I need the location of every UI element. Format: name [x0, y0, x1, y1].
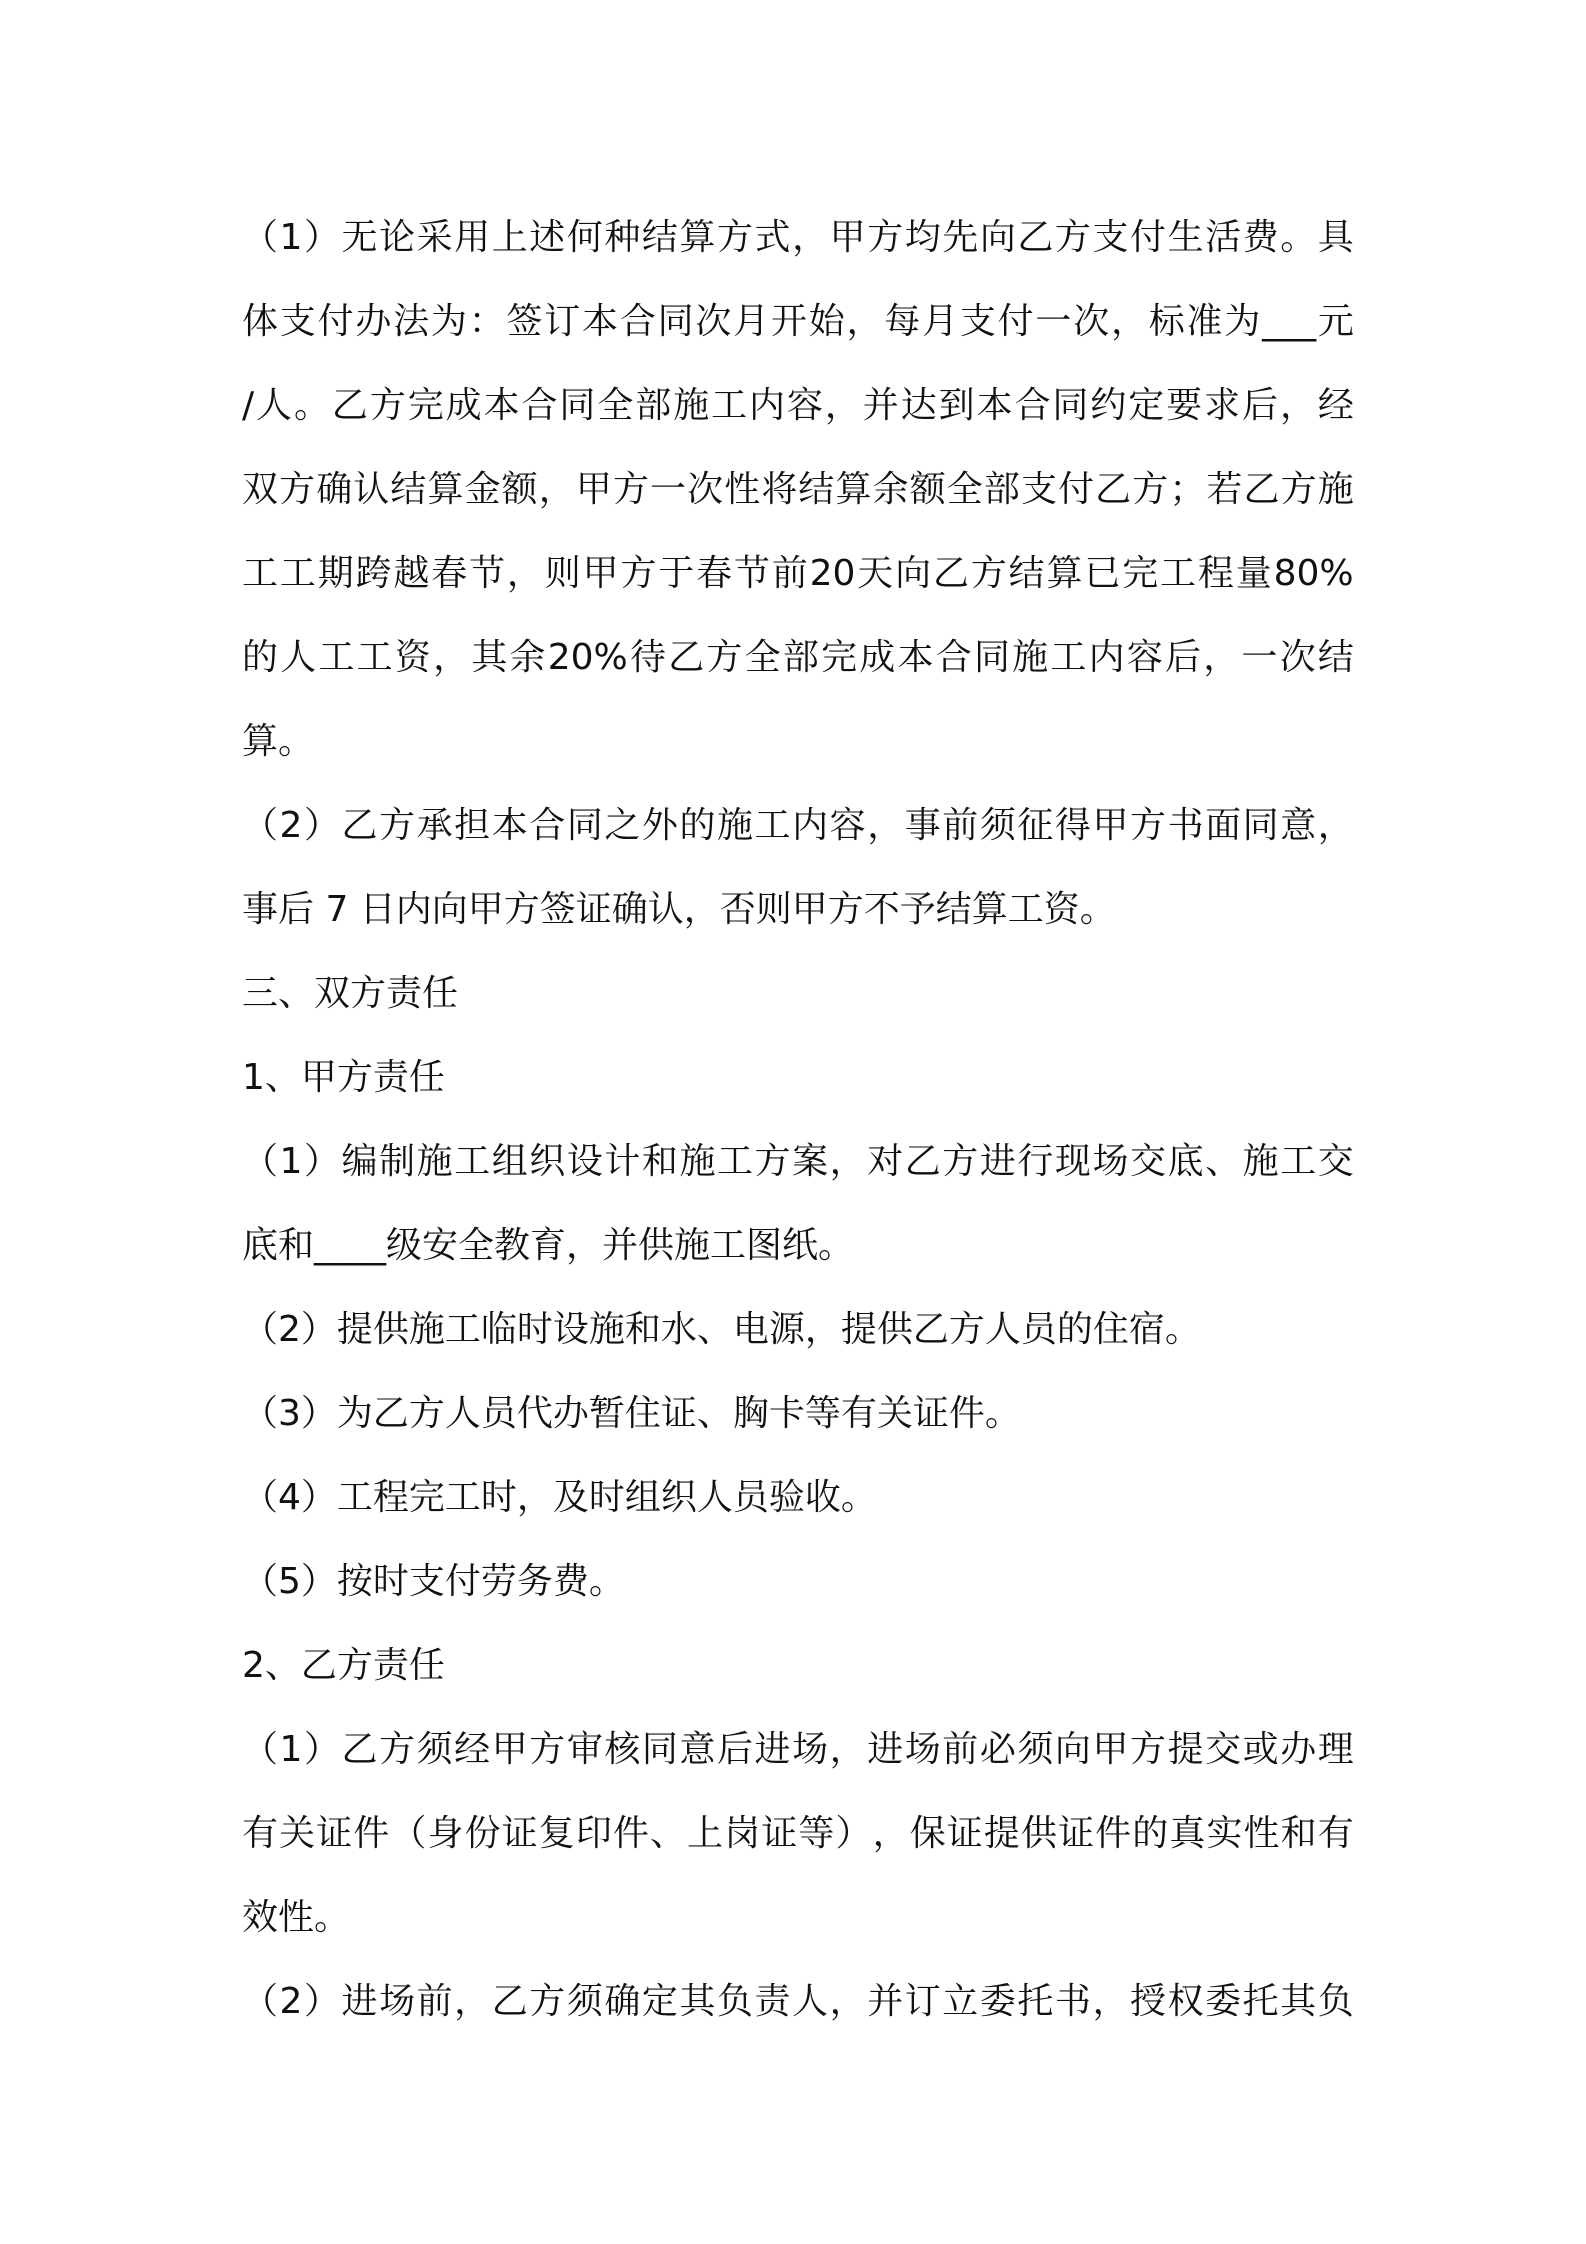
- paragraph-line: [242, 1120, 1354, 1204]
- paragraph-line: [242, 1540, 1354, 1624]
- line-text: （4）工程完工时，及时组织人员验收。: [242, 1477, 877, 1518]
- paragraph-line: [242, 1288, 1354, 1372]
- paragraph-line: [242, 532, 1354, 616]
- paragraph-line: [242, 280, 1354, 364]
- line-text: （ 1 ） 编 制 施 工 组 织 设 计 和 施 工 方 案 ， 对 乙 方 进 行 现 场 交 底 、 施 工 交: [242, 1141, 1354, 1182]
- line-text: / 人 。 乙 方 完 成 本 合 同 全 部 施 工 内 容 ， 并 达 到 本 合 同 约 定 要 求 后 ， 经: [242, 385, 1354, 426]
- subsection-heading: [242, 1036, 1354, 1120]
- subsection-heading-text: 2、乙方责任: [242, 1645, 445, 1686]
- line-text: （5）按时支付劳务费。: [242, 1561, 625, 1602]
- line-text: （ 1 ） 乙 方 须 经 甲 方 审 核 同 意 后 进 场 ， 进 场 前 必 须 向 甲 方 提 交 或 办 理: [242, 1729, 1354, 1770]
- line-text: 底和____级安全教育，并供施工图纸。: [242, 1225, 855, 1266]
- line-text: 体 支 付 办 法 为 ： 签 订 本 合 同 次 月 开 始 ， 每 月 支 付 一 次 ， 标 准 为 ___ 元: [242, 301, 1354, 342]
- paragraph-line: [242, 616, 1354, 700]
- paragraph-line: [242, 1792, 1354, 1876]
- line-text: 的 人 工 工 资 ， 其 余 20% 待 乙 方 全 部 完 成 本 合 同 施 工 内 容 后 ， 一 次 结: [242, 637, 1354, 678]
- line-text: 事后 7 日内向甲方签证确认，否则甲方不予结算工资。: [242, 889, 1116, 930]
- paragraph-line: [242, 196, 1354, 280]
- section-heading: [242, 952, 1354, 1036]
- subsection-heading: [242, 1624, 1354, 1708]
- line-text: 算。: [242, 721, 315, 762]
- paragraph-line: [242, 700, 1354, 784]
- document-body: [242, 196, 1354, 2044]
- line-text: 有 关 证 件 （ 身 份 证 复 印 件 、 上 岗 证 等 ） ， 保 证 提 供 证 件 的 真 实 性 和 有: [242, 1813, 1354, 1854]
- line-text: 效性。: [242, 1897, 351, 1938]
- line-text: （ 1 ） 无 论 采 用 上 述 何 种 结 算 方 式 ， 甲 方 均 先 向 乙 方 支 付 生 活 费 。 具: [242, 217, 1354, 258]
- paragraph-line: [242, 868, 1354, 952]
- paragraph-line: [242, 784, 1354, 868]
- paragraph-line: [242, 1876, 1354, 1960]
- line-text: （ 2 ） 进 场 前 ， 乙 方 须 确 定 其 负 责 人 ， 并 订 立 委 托 书 ， 授 权 委 托 其 负: [242, 1981, 1354, 2022]
- line-text: （3）为乙方人员代办暂住证、胸卡等有关证件。: [242, 1393, 1021, 1434]
- subsection-heading-text: 1、甲方责任: [242, 1057, 445, 1098]
- section-heading-text: 三、双方责任: [242, 973, 459, 1014]
- paragraph-line: [242, 448, 1354, 532]
- line-text: （2）提供施工临时设施和水、电源，提供乙方人员的住宿。: [242, 1309, 1201, 1350]
- paragraph-line: [242, 1372, 1354, 1456]
- paragraph-line: [242, 1456, 1354, 1540]
- line-text: （ 2 ） 乙 方 承 担 本 合 同 之 外 的 施 工 内 容 ， 事 前 须 征 得 甲 方 书 面 同 意 ，: [242, 805, 1354, 846]
- line-text: 工 工 期 跨 越 春 节 ， 则 甲 方 于 春 节 前 20 天 向 乙 方 结 算 已 完 工 程 量 80%: [242, 553, 1354, 594]
- line-text: 双 方 确 认 结 算 金 额 ， 甲 方 一 次 性 将 结 算 余 额 全 部 支 付 乙 方 ； 若 乙 方 施: [242, 469, 1354, 510]
- paragraph-line: [242, 364, 1354, 448]
- paragraph-line: [242, 1708, 1354, 1792]
- paragraph-line: [242, 1204, 1354, 1288]
- paragraph-line: [242, 1960, 1354, 2044]
